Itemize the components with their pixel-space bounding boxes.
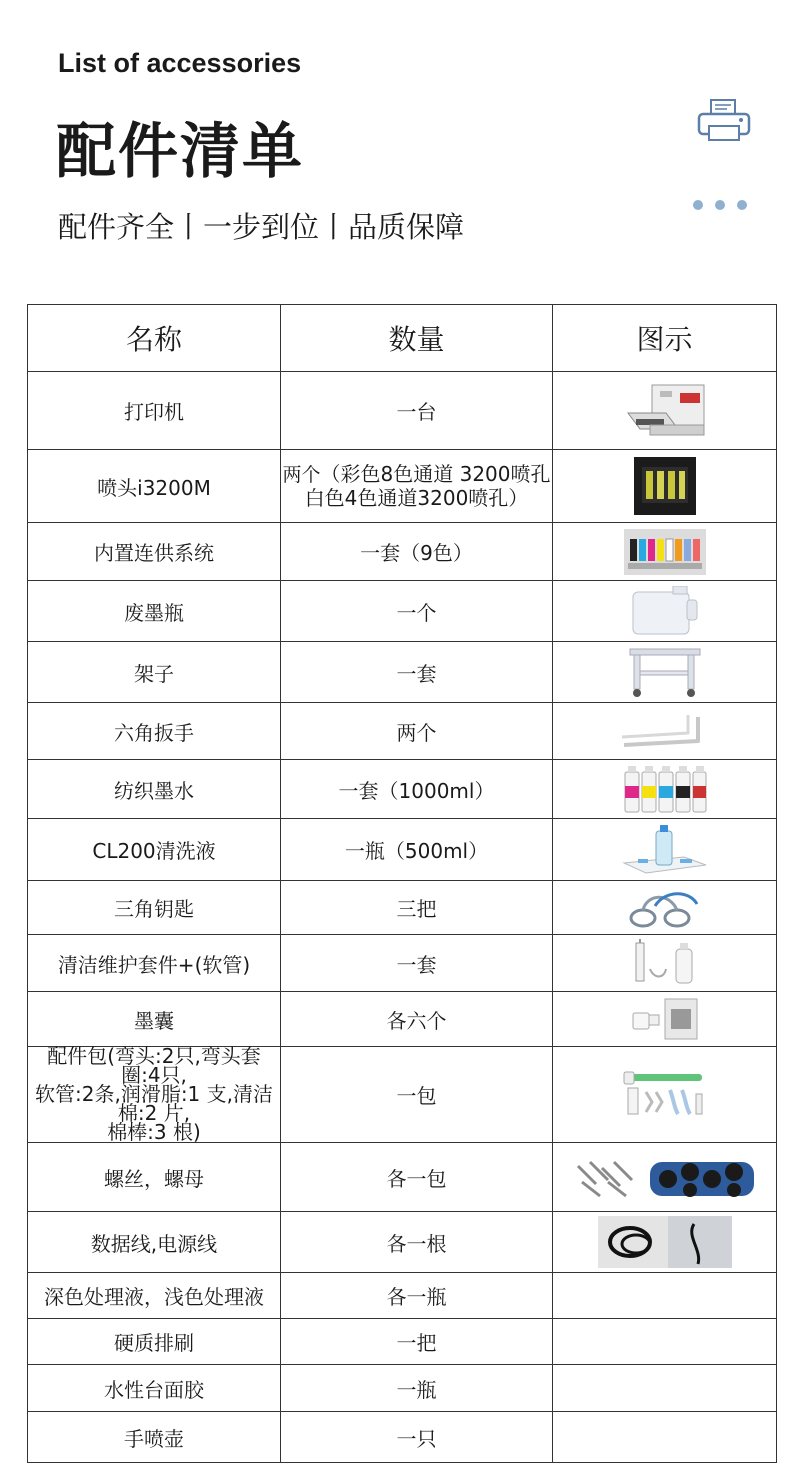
cell-quantity: 一套 [281,935,553,992]
maintenance-kit-image [630,939,700,987]
table-row [28,760,777,819]
cell-quantity: 一只 [281,1412,553,1463]
name-main: 配件包 [47,1044,108,1068]
cell-quantity: 一台 [281,372,553,450]
cell-name: 纺织墨水 [28,760,281,819]
cleaning-fluid-image [620,823,710,877]
cell-name: 数据线,电源线 [28,1212,281,1273]
cell-image [553,523,777,581]
cell-image [553,760,777,819]
cell-image [553,935,777,992]
table-row [28,992,777,1047]
cell-name: 废墨瓶 [28,581,281,642]
printer-machine-image [620,379,710,443]
name-detail: (弯头:2只,弯头套圈:4只, [107,1044,261,1087]
triangle-key-image [625,886,705,930]
screws-nuts-image [572,1152,758,1202]
table-row [28,1365,777,1412]
table-row [28,523,777,581]
printer-icon [697,98,751,144]
title-english: List of accessories [58,48,302,78]
cell-name: CL200清洗液 [28,819,281,881]
cell-image [553,450,777,523]
cell-name: 喷头i3200M [28,450,281,523]
cell-image [553,581,777,642]
cell-image [553,1365,777,1412]
cell-name: 手喷壶 [28,1412,281,1463]
cell-image [553,1412,777,1463]
cell-quantity: 一套 [281,642,553,703]
header-illustration: 图示 [553,305,777,372]
table-row [28,935,777,992]
waste-ink-bottle-image [627,586,703,636]
table-row [28,1212,777,1273]
ink-damper-image [629,995,701,1043]
name-detail: 棉棒:3 根) [107,1120,201,1144]
quantity-main: 两个 [282,463,321,486]
cell-quantity: 一套（1000ml） [281,760,553,819]
accessories-table [27,304,777,1463]
header-name: 名称 [28,305,281,372]
accessory-pack-image [622,1070,708,1120]
quantity-detail: 白色4色通道3200喷孔） [304,485,529,510]
cell-name: 墨囊 [28,992,281,1047]
table-row [28,881,777,935]
ellipsis-icon [693,200,749,212]
cell-quantity: 各一根 [281,1212,553,1273]
table-row [28,581,777,642]
cell-quantity: 两个 [281,703,553,760]
cell-image [553,372,777,450]
table-row [28,1412,777,1463]
cell-quantity: 一套（9色） [281,523,553,581]
cables-image [598,1216,732,1268]
cell-quantity: 三把 [281,881,553,935]
table-row [28,1047,777,1143]
cell-name: 深色处理液，浅色处理液 [28,1273,281,1319]
cell-name: 三角钥匙 [28,881,281,935]
hex-wrench-image [618,711,712,751]
cell-image [553,819,777,881]
quantity-detail: （彩色8色通道 3200喷孔 [320,461,551,486]
ink-supply-image [624,529,706,575]
table-row [28,372,777,450]
cell-name: 六角扳手 [28,703,281,760]
table-row [28,1143,777,1212]
printhead-image [630,453,700,519]
cell-image [553,992,777,1047]
table-row [28,819,777,881]
cell-name: 内置连供系统 [28,523,281,581]
table-header-row [28,305,777,372]
cell-image [553,1273,777,1319]
cell-image [553,1047,777,1143]
cell-image [553,1319,777,1365]
cell-name: 螺丝，螺母 [28,1143,281,1212]
cell-image [553,642,777,703]
cell-name [28,1044,281,1144]
cell-quantity [281,450,553,523]
table-row [28,1319,777,1365]
cell-image [553,881,777,935]
cell-name: 硬质排刷 [28,1319,281,1365]
cell-quantity: 一个 [281,581,553,642]
cell-quantity: 一把 [281,1319,553,1365]
cell-name: 水性台面胶 [28,1365,281,1412]
cell-name: 架子 [28,642,281,703]
subtitle: 配件齐全丨一步到位丨品质保障 [58,210,465,244]
cell-name: 打印机 [28,372,281,450]
cell-quantity: 各一瓶 [281,1273,553,1319]
stand-image [626,645,704,699]
table-row [28,642,777,703]
cell-quantity: 各六个 [281,992,553,1047]
cell-image [553,703,777,760]
cell-name: 清洁维护套件+(软管) [28,935,281,992]
cell-image [553,1143,777,1212]
cell-quantity: 各一包 [281,1143,553,1212]
cell-quantity: 一包 [281,1047,553,1143]
cell-quantity: 一瓶 [281,1365,553,1412]
title-chinese: 配件清单 [56,117,304,187]
table-row [28,450,777,523]
table-row [28,1273,777,1319]
name-detail: 软管:2条,润滑脂:1 支,清洁棉:2 片, [35,1082,273,1125]
cell-image [553,1212,777,1273]
table-row [28,703,777,760]
header-quantity: 数量 [281,305,553,372]
cell-quantity: 一瓶（500ml） [281,819,553,881]
textile-ink-image [623,764,707,814]
